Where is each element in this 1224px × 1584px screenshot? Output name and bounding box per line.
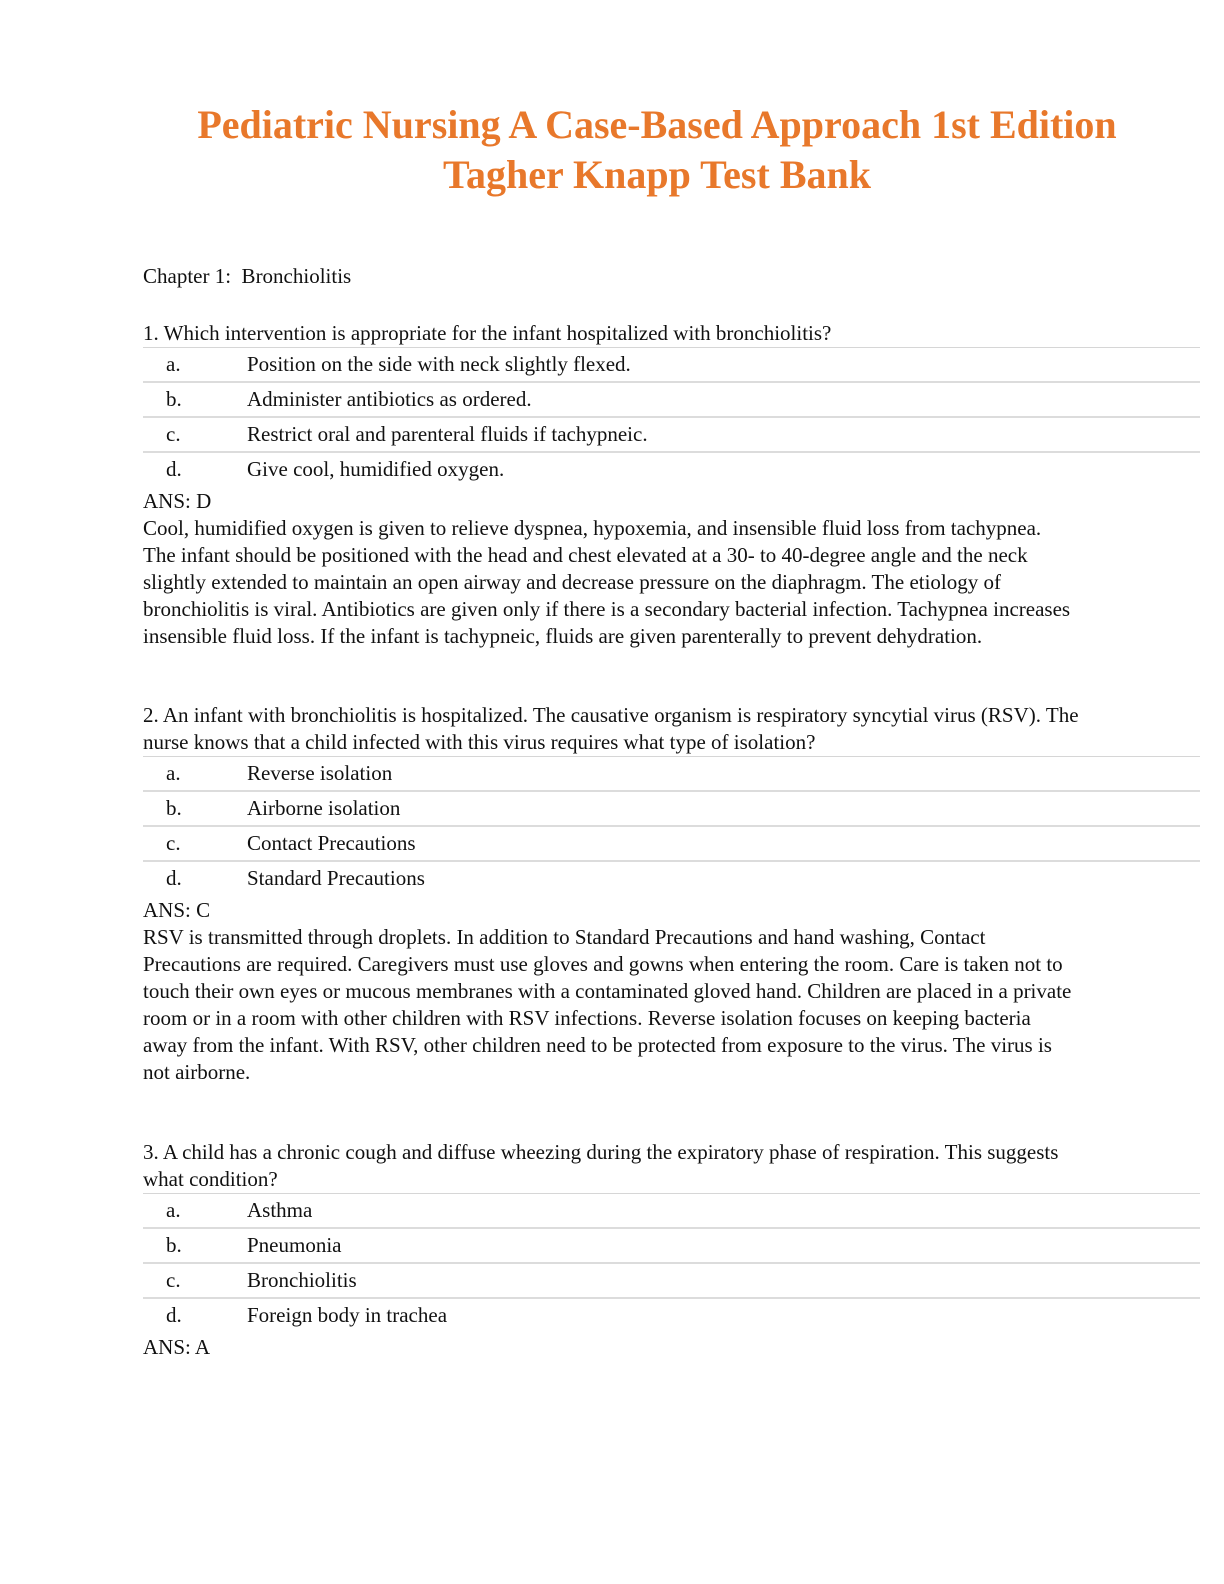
option-letter: c. bbox=[166, 422, 181, 446]
option-text: Bronchiolitis bbox=[247, 1268, 357, 1292]
option-list bbox=[143, 756, 1200, 895]
option-letter: a. bbox=[166, 761, 181, 785]
option-letter: a. bbox=[166, 352, 181, 376]
question-1 bbox=[143, 320, 1200, 650]
option-text: Foreign body in trachea bbox=[247, 1303, 448, 1327]
option-letter: a. bbox=[166, 1198, 181, 1222]
question-stem: 3. A child has a chronic cough and diffuse wheezing during the expiratory phase of respiration. This suggests what condition? bbox=[143, 1140, 1059, 1191]
option-text: Asthma bbox=[247, 1198, 313, 1222]
rationale: Cool, humidified oxygen is given to relieve dyspnea, hypoxemia, and insensible fluid loss from tachypnea. The infant should be positioned with the head and chest elevated at a 30- to 40-degree angle and the neck slightly extended to maintain an open airway and decrease pressure on the diaphragm. The etiology of bronchiolitis is viral. Antibiotics are given only if there is a secondary bacterial infection. Tachypnea increases insensible fluid loss. If the infant is tachypneic, fluids are given parenterally to prevent dehydration. bbox=[143, 516, 1071, 648]
option-c bbox=[143, 418, 1200, 453]
option-text: Contact Precautions bbox=[247, 831, 416, 855]
option-a bbox=[143, 757, 1200, 792]
option-text: Airborne isolation bbox=[247, 796, 401, 820]
option-letter: b. bbox=[166, 1233, 182, 1257]
option-text: Give cool, humidified oxygen. bbox=[247, 457, 505, 481]
option-text: Position on the side with neck slightly flexed. bbox=[247, 352, 631, 376]
option-list bbox=[143, 347, 1200, 486]
question-stem: 2. An infant with bronchiolitis is hospitalized. The causative organism is respiratory syncytial virus (RSV). The nurse knows that a child infected with this virus requires what type of isolation? bbox=[143, 703, 1079, 754]
title-line-1: Pediatric Nursing A Case-Based Approach 1st Edition bbox=[197, 102, 1117, 147]
rationale: RSV is transmitted through droplets. In addition to Standard Precautions and hand washing, Contact Precautions are required. Caregivers must use gloves and gowns when entering the room. Care is taken not to touch their own eyes or mucous membranes with a contaminated gloved hand. Children are placed in a private room or in a room with other children with RSV infections. Reverse isolation focuses on keeping bacteria away from the infant. With RSV, other children need to be protected from exposure to the virus. The virus is not airborne. bbox=[143, 925, 1072, 1084]
option-text: Reverse isolation bbox=[247, 761, 393, 785]
option-text: Standard Precautions bbox=[247, 866, 425, 890]
option-letter: d. bbox=[166, 866, 182, 890]
title-line-2: Tagher Knapp Test Bank bbox=[443, 152, 871, 197]
option-letter: d. bbox=[166, 1303, 182, 1327]
option-letter: c. bbox=[166, 1268, 181, 1292]
answer-key: ANS: C bbox=[143, 898, 211, 922]
option-d bbox=[143, 453, 1200, 486]
question-stem: 1. Which intervention is appropriate for the infant hospitalized with bronchiolitis? bbox=[143, 321, 832, 345]
question-2 bbox=[143, 702, 1200, 1086]
answer-key: ANS: A bbox=[143, 1335, 211, 1359]
option-letter: c. bbox=[166, 831, 181, 855]
option-c bbox=[143, 827, 1200, 862]
answer-key: ANS: D bbox=[143, 489, 212, 513]
option-list bbox=[143, 1193, 1200, 1332]
option-d bbox=[143, 1299, 1200, 1332]
option-letter: b. bbox=[166, 387, 182, 411]
question-3 bbox=[143, 1139, 1200, 1361]
option-text: Pneumonia bbox=[247, 1233, 342, 1257]
option-b bbox=[143, 792, 1200, 827]
option-b bbox=[143, 383, 1200, 418]
option-c bbox=[143, 1264, 1200, 1299]
option-text: Restrict oral and parenteral fluids if tachypneic. bbox=[247, 422, 648, 446]
chapter-heading: Chapter 1: Bronchiolitis bbox=[143, 264, 352, 288]
option-d bbox=[143, 862, 1200, 895]
option-text: Administer antibiotics as ordered. bbox=[247, 387, 532, 411]
option-a bbox=[143, 1194, 1200, 1229]
option-a bbox=[143, 348, 1200, 383]
option-letter: b. bbox=[166, 796, 182, 820]
document-title bbox=[90, 100, 1224, 200]
option-letter: d. bbox=[166, 457, 182, 481]
option-b bbox=[143, 1229, 1200, 1264]
